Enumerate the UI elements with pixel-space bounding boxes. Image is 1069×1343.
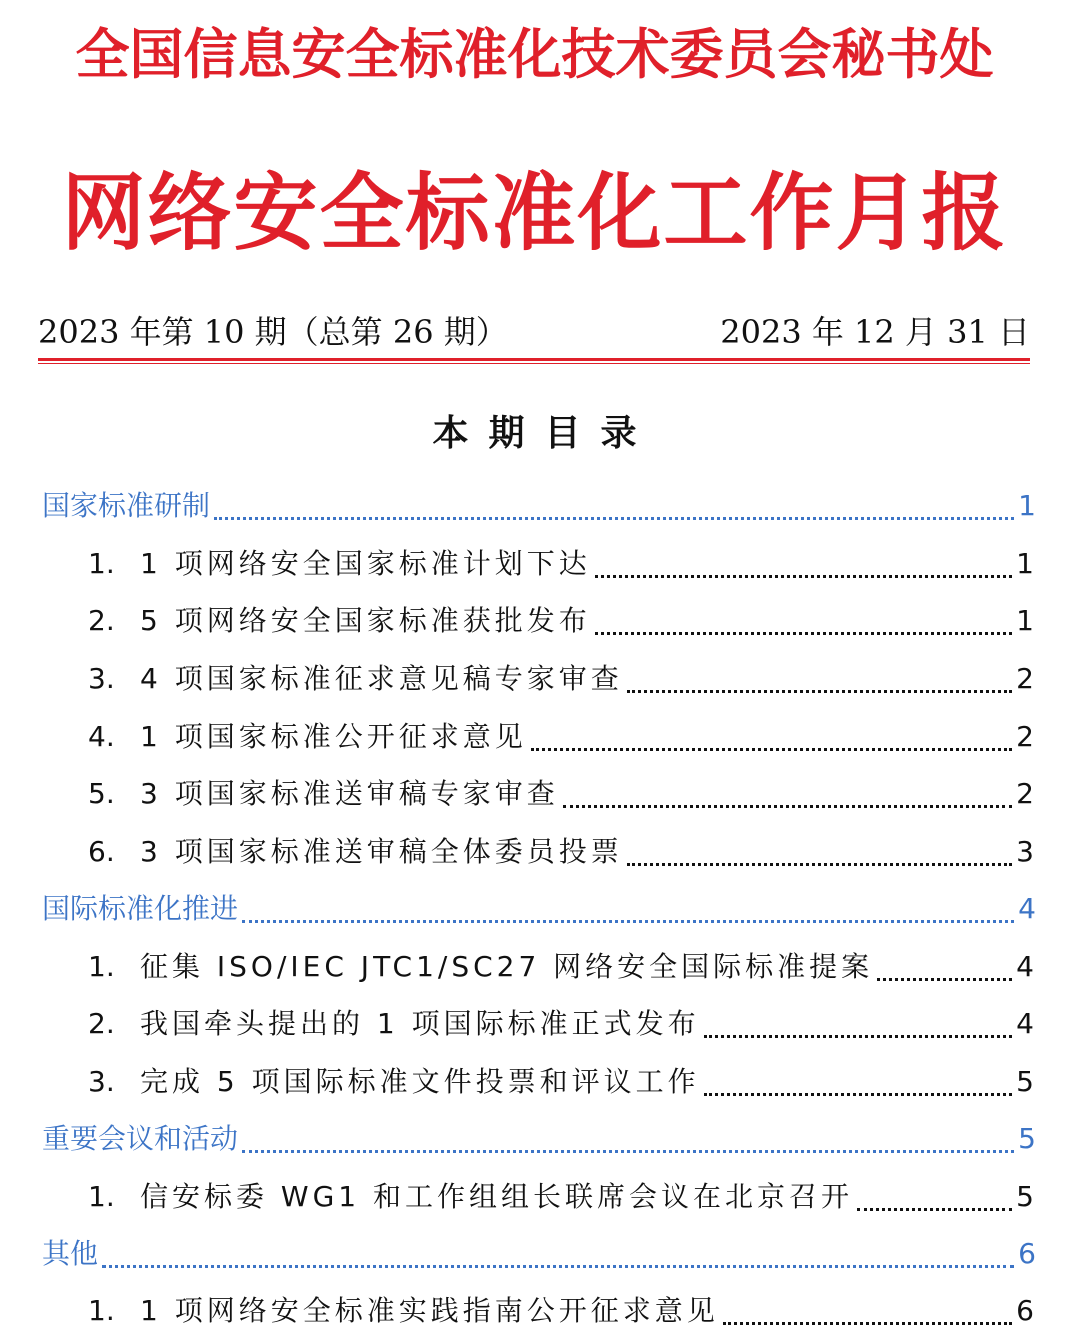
toc-item[interactable] xyxy=(88,709,1034,765)
toc-leader-dots xyxy=(242,1150,1014,1153)
toc-leader-dots xyxy=(857,1208,1012,1211)
toc-item-label: 1 项网络安全国家标准计划下达 xyxy=(140,547,591,580)
toc-item[interactable] xyxy=(88,651,1034,707)
toc-item-label: 5 项网络安全国家标准获批发布 xyxy=(140,604,591,637)
toc-leader-dots xyxy=(563,805,1012,808)
toc-item-label: 1 项网络安全标准实践指南公开征求意见 xyxy=(140,1294,719,1327)
toc-section-label: 国家标准研制 xyxy=(42,489,211,522)
toc-section[interactable] xyxy=(42,1111,1036,1167)
toc-section-label: 重要会议和活动 xyxy=(42,1122,239,1155)
toc-page-number: 1 xyxy=(1016,547,1034,580)
toc-section[interactable] xyxy=(42,881,1036,937)
toc-leader-dots xyxy=(102,1265,1014,1268)
toc-item-label: 信安标委 WG1 和工作组组长联席会议在北京召开 xyxy=(140,1180,854,1213)
toc-item[interactable] xyxy=(88,593,1034,649)
toc-item-label: 3 项国家标准送审稿全体委员投票 xyxy=(140,835,623,868)
toc-page-number: 2 xyxy=(1016,720,1034,753)
toc-item[interactable] xyxy=(88,1054,1034,1110)
toc-section[interactable] xyxy=(42,1226,1036,1282)
toc-leader-dots xyxy=(877,978,1012,981)
toc-item[interactable] xyxy=(88,824,1034,880)
issue-number: 2023 年第 10 期（总第 26 期） xyxy=(38,313,508,351)
toc-leader-dots xyxy=(704,1093,1013,1096)
toc-leader-dots xyxy=(627,690,1012,693)
toc-leader-dots xyxy=(704,1035,1013,1038)
toc-item-label: 我国牵头提出的 1 项国际标准正式发布 xyxy=(140,1007,700,1040)
org-title: 全国信息安全标准化技术委员会秘书处 xyxy=(75,23,994,86)
toc-page-number: 6 xyxy=(1018,1237,1036,1270)
toc-page-number: 1 xyxy=(1018,489,1036,522)
toc-section-label: 其他 xyxy=(42,1237,99,1270)
toc-page-number: 1 xyxy=(1016,604,1034,637)
issue-line xyxy=(38,306,1030,358)
toc-item-number: 2. xyxy=(88,604,115,637)
toc-item-label: 完成 5 项国际标准文件投票和评议工作 xyxy=(140,1065,700,1098)
report-title: 网络安全标准化工作月报 xyxy=(61,163,1008,262)
toc-page-number: 4 xyxy=(1016,950,1034,983)
toc-item-label: 征集 ISO/IEC JTC1/SC27 网络安全国际标准提案 xyxy=(140,950,874,983)
toc-leader-dots xyxy=(214,517,1014,520)
toc-item-number: 5. xyxy=(88,777,115,810)
toc-page-number: 4 xyxy=(1018,892,1036,925)
toc-item-label: 1 项国家标准公开征求意见 xyxy=(140,720,527,753)
toc-item-number: 1. xyxy=(88,950,115,983)
toc-leader-dots xyxy=(723,1322,1012,1325)
toc-page-number: 3 xyxy=(1016,835,1034,868)
toc-item-number: 1. xyxy=(88,1294,115,1327)
toc-item-number: 4. xyxy=(88,720,115,753)
toc-leader-dots xyxy=(595,632,1012,635)
toc-item-label: 4 项国家标准征求意见稿专家审查 xyxy=(140,662,623,695)
toc-page-number: 6 xyxy=(1016,1294,1034,1327)
toc-item[interactable] xyxy=(88,939,1034,995)
header-divider-thin xyxy=(38,363,1030,364)
toc-item-number: 2. xyxy=(88,1007,115,1040)
toc-leader-dots xyxy=(242,920,1014,923)
toc-item[interactable] xyxy=(88,1283,1034,1339)
header-divider-thick xyxy=(38,358,1030,361)
toc-page-number: 4 xyxy=(1016,1007,1034,1040)
toc-section[interactable] xyxy=(42,478,1036,534)
toc-item[interactable] xyxy=(88,536,1034,592)
toc-item-number: 3. xyxy=(88,662,115,695)
toc-page-number: 5 xyxy=(1016,1180,1034,1213)
toc-item[interactable] xyxy=(88,1169,1034,1225)
toc-page-number: 2 xyxy=(1016,662,1034,695)
toc-leader-dots xyxy=(627,863,1012,866)
toc-heading: 本期目录 xyxy=(432,412,657,454)
toc-item-number: 3. xyxy=(88,1065,115,1098)
toc-item[interactable] xyxy=(88,766,1034,822)
toc-item-label: 3 项国家标准送审稿专家审查 xyxy=(140,777,559,810)
toc-leader-dots xyxy=(595,575,1012,578)
toc-page-number: 5 xyxy=(1016,1065,1034,1098)
toc-item-number: 1. xyxy=(88,1180,115,1213)
toc-section-label: 国际标准化推进 xyxy=(42,892,239,925)
toc-item-number: 6. xyxy=(88,835,115,868)
toc-item[interactable] xyxy=(88,996,1034,1052)
toc-item-number: 1. xyxy=(88,547,115,580)
toc-leader-dots xyxy=(531,748,1012,751)
issue-date: 2023 年 12 月 31 日 xyxy=(720,313,1030,351)
toc-page-number: 5 xyxy=(1018,1122,1036,1155)
toc-page-number: 2 xyxy=(1016,777,1034,810)
